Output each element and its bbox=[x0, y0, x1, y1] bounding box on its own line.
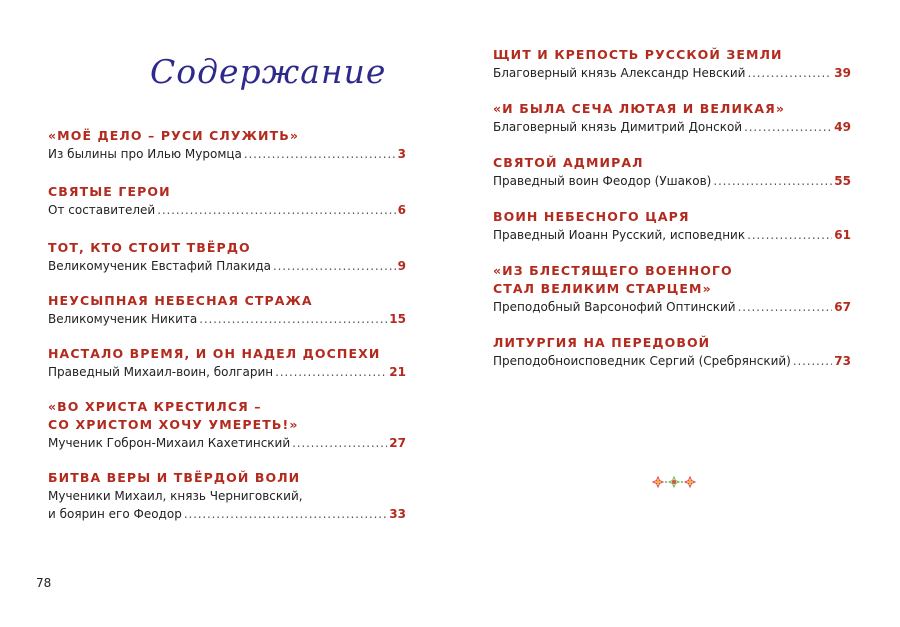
toc-entry-heading: «ИЗ БЛЕСТЯЩЕГО ВОЕННОГО bbox=[493, 263, 733, 278]
toc-entry-line bbox=[48, 310, 406, 328]
toc-entry-subtitle: Преподобный Варсонофий Оптинский bbox=[493, 300, 736, 314]
toc-entry-heading: СВЯТЫЕ ГЕРОИ bbox=[48, 184, 171, 199]
toc-entry[interactable] bbox=[48, 127, 406, 163]
toc-entry[interactable] bbox=[48, 398, 406, 452]
toc-entry[interactable] bbox=[493, 46, 851, 82]
toc-entry-subtitle: Великомученик Никита bbox=[48, 312, 198, 326]
toc-entry-subtitle: Преподобноисповедник Сергий (Сребрянский) bbox=[493, 354, 791, 368]
toc-entry-line bbox=[493, 352, 851, 370]
toc-entry-subtitle: Мученики Михаил, князь Черниговский, bbox=[48, 489, 303, 503]
toc-entry-heading: СО ХРИСТОМ ХОЧУ УМЕРЕТЬ!» bbox=[48, 417, 299, 432]
dot-leader bbox=[744, 118, 832, 136]
toc-page-number[interactable]: 27 bbox=[389, 436, 406, 450]
dot-leader bbox=[184, 505, 387, 523]
dot-leader bbox=[793, 352, 832, 370]
toc-entry-line bbox=[48, 363, 406, 381]
toc-entry-line bbox=[493, 118, 851, 136]
toc-entry-heading: ЩИТ И КРЕПОСТЬ РУССКОЙ ЗЕМЛИ bbox=[493, 47, 783, 62]
toc-entry-line bbox=[48, 257, 406, 275]
toc-entry-heading: ЛИТУРГИЯ НА ПЕРЕДОВОЙ bbox=[493, 335, 711, 350]
toc-entry-heading: НАСТАЛО ВРЕМЯ, И ОН НАДЕЛ ДОСПЕХИ bbox=[48, 346, 381, 361]
toc-entry-heading: «И БЫЛА СЕЧА ЛЮТАЯ И ВЕЛИКАЯ» bbox=[493, 101, 786, 116]
toc-page-number[interactable]: 33 bbox=[389, 507, 406, 521]
page-title: Содержание bbox=[150, 52, 387, 91]
toc-entry-heading: ТОТ, КТО СТОИТ ТВЁРДО bbox=[48, 240, 251, 255]
toc-page-number[interactable]: 67 bbox=[834, 300, 851, 314]
toc-entry-line bbox=[48, 505, 406, 523]
toc-entry-heading: БИТВА ВЕРЫ И ТВЁРДОЙ ВОЛИ bbox=[48, 470, 301, 485]
toc-entry[interactable] bbox=[48, 183, 406, 219]
toc-entry-heading: ВОИН НЕБЕСНОГО ЦАРЯ bbox=[493, 209, 690, 224]
toc-page-number[interactable]: 6 bbox=[397, 203, 406, 217]
toc-entry[interactable] bbox=[48, 292, 406, 328]
toc-entry-subtitle: От составителей bbox=[48, 203, 156, 217]
toc-entry-line bbox=[493, 226, 851, 244]
dot-leader bbox=[747, 64, 832, 82]
toc-page-number[interactable]: 61 bbox=[834, 228, 851, 242]
dot-leader bbox=[244, 145, 396, 163]
dot-leader bbox=[747, 226, 832, 244]
toc-entry-heading: НЕУСЫПНАЯ НЕБЕСНАЯ СТРАЖА bbox=[48, 293, 313, 308]
toc-page-number[interactable]: 55 bbox=[834, 174, 851, 188]
toc-entry-subtitle: Благоверный князь Александр Невский bbox=[493, 66, 746, 80]
toc-entry[interactable] bbox=[48, 239, 406, 275]
toc-page-number[interactable]: 15 bbox=[389, 312, 406, 326]
dot-leader bbox=[199, 310, 387, 328]
toc-right-column bbox=[493, 46, 851, 370]
toc-entry-subtitle: Праведный Иоанн Русский, исповедник bbox=[493, 228, 746, 242]
toc-entry[interactable] bbox=[493, 334, 851, 370]
toc-page-number[interactable]: 3 bbox=[397, 147, 406, 161]
floral-ornament-icon bbox=[652, 476, 696, 488]
toc-entry-line bbox=[493, 64, 851, 82]
toc-entry-subtitle: Мученик Гоброн-Михаил Кахетинский bbox=[48, 436, 291, 450]
toc-entry[interactable] bbox=[48, 345, 406, 381]
toc-entry-line bbox=[48, 201, 406, 219]
toc-entry-line bbox=[493, 172, 851, 190]
toc-page-number[interactable]: 39 bbox=[834, 66, 851, 80]
toc-page-number[interactable]: 73 bbox=[834, 354, 851, 368]
dot-leader bbox=[713, 172, 832, 190]
toc-entry-heading: СТАЛ ВЕЛИКИМ СТАРЦЕМ» bbox=[493, 281, 712, 296]
toc-entry-subtitle: Из былины про Илью Муромца bbox=[48, 147, 242, 161]
toc-entry-subtitle: и боярин его Феодор bbox=[48, 507, 182, 521]
page-number: 78 bbox=[36, 576, 52, 590]
dot-leader bbox=[273, 257, 396, 275]
dot-leader bbox=[157, 201, 395, 219]
toc-entry[interactable] bbox=[493, 154, 851, 190]
toc-entry-subtitle: Праведный Михаил-воин, болгарин bbox=[48, 365, 274, 379]
dot-leader bbox=[292, 434, 387, 452]
toc-entry-subtitle: Великомученик Евстафий Плакида bbox=[48, 259, 272, 273]
toc-entry-line bbox=[48, 145, 406, 163]
toc-page-number[interactable]: 9 bbox=[397, 259, 406, 273]
toc-left-column bbox=[48, 127, 406, 523]
toc-entry-line bbox=[48, 434, 406, 452]
toc-entry-subtitle: Благоверный князь Димитрий Донской bbox=[493, 120, 743, 134]
toc-page-number[interactable]: 49 bbox=[834, 120, 851, 134]
toc-entry[interactable] bbox=[493, 208, 851, 244]
toc-entry[interactable] bbox=[48, 469, 406, 523]
toc-page-number[interactable]: 21 bbox=[389, 365, 406, 379]
dot-leader bbox=[738, 298, 833, 316]
toc-entry-heading: СВЯТОЙ АДМИРАЛ bbox=[493, 155, 644, 170]
toc-entry[interactable] bbox=[493, 100, 851, 136]
toc-entry[interactable] bbox=[493, 262, 851, 316]
toc-entry-line bbox=[493, 298, 851, 316]
dot-leader bbox=[275, 363, 387, 381]
toc-entry-heading: «ВО ХРИСТА КРЕСТИЛСЯ – bbox=[48, 399, 262, 414]
toc-entry-subtitle: Праведный воин Феодор (Ушаков) bbox=[493, 174, 712, 188]
toc-entry-heading: «МОЁ ДЕЛО – РУСИ СЛУЖИТЬ» bbox=[48, 128, 300, 143]
